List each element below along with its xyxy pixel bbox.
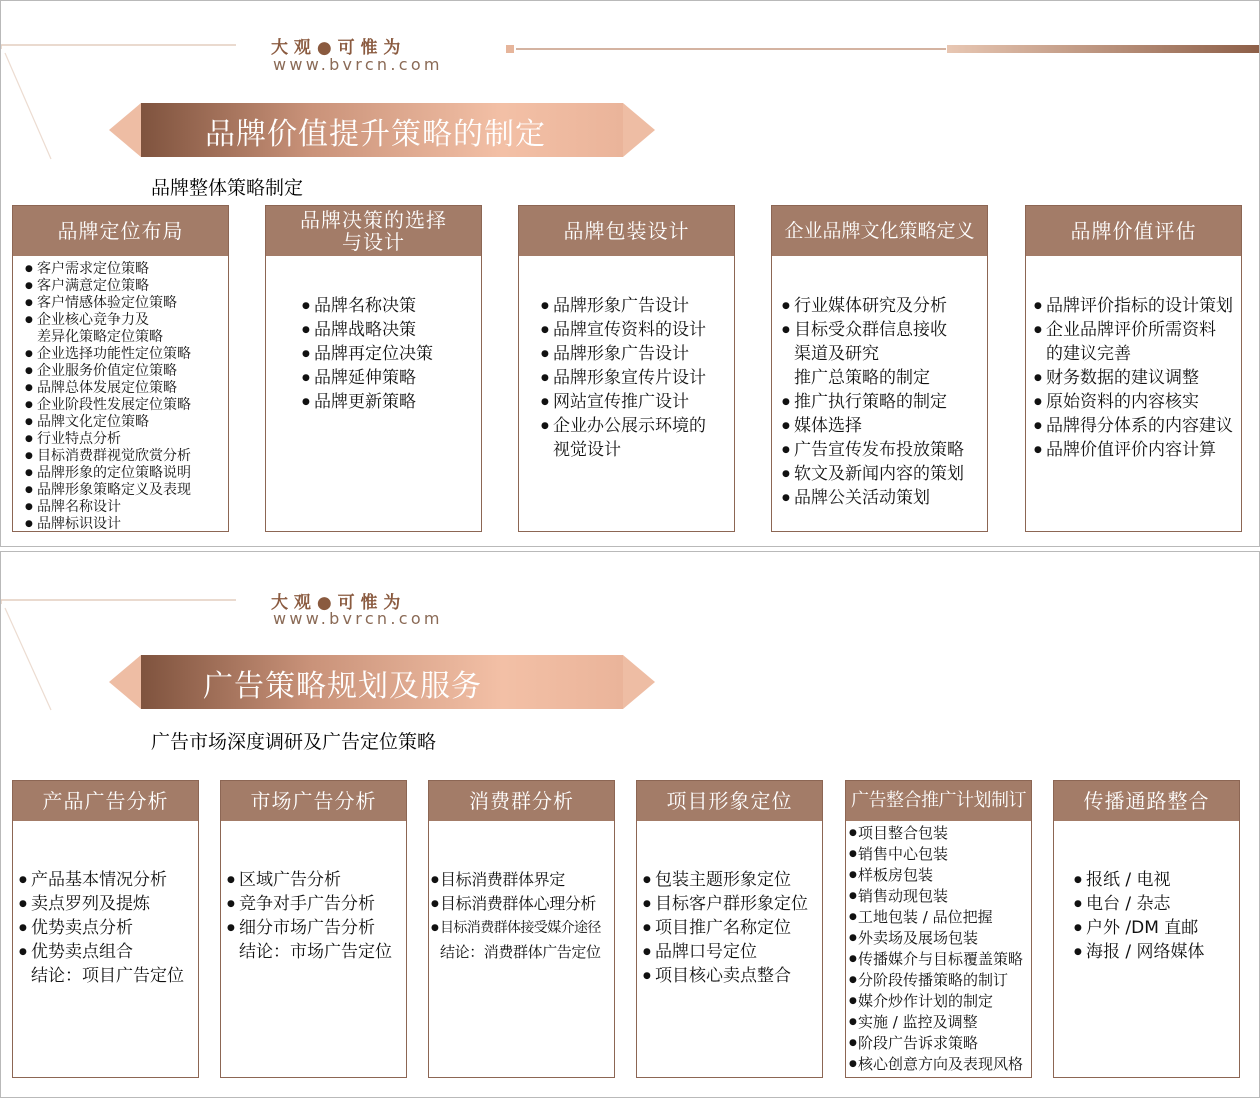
list-item: ● 包装主题形象定位 bbox=[643, 868, 808, 892]
card-title: 产品广告分析 bbox=[13, 781, 198, 821]
card-consumer bbox=[428, 780, 615, 1078]
card-title: 品牌包装设计 bbox=[519, 206, 734, 256]
card-product-ad bbox=[12, 780, 199, 1078]
title-banner bbox=[109, 653, 657, 711]
list-item: ● 品牌战略决策 bbox=[302, 318, 433, 342]
conclusion-text: 结论：项目广告定位 bbox=[31, 966, 184, 986]
list-item: ● 媒介炒作计划的制定 bbox=[849, 991, 1023, 1012]
list-item: ● 品牌再定位决策 bbox=[302, 342, 433, 366]
card-list bbox=[643, 868, 808, 988]
list-item: ● 品牌更新策略 bbox=[302, 390, 433, 414]
list-item: ● 品牌名称设计 bbox=[25, 499, 191, 516]
list-item: ● 企业服务价值定位策略 bbox=[25, 363, 191, 380]
list-item: ● 品牌标识设计 bbox=[25, 516, 191, 533]
list-item: ● 销售中心包装 bbox=[849, 844, 1023, 865]
list-item: ● 网站宣传推广设计 bbox=[541, 390, 706, 414]
card-title: 品牌定位布局 bbox=[13, 206, 228, 256]
list-item: ● 品牌形象广告设计 bbox=[541, 342, 706, 366]
card-title: 品牌价值评估 bbox=[1026, 206, 1241, 256]
list-item: ● 广告宣传发布投放策略 bbox=[782, 438, 964, 462]
slide-brand-value bbox=[0, 0, 1260, 547]
conclusion-text: 结论：市场广告定位 bbox=[239, 942, 392, 962]
title-banner bbox=[109, 101, 657, 159]
list-item: ● 卖点罗列及提炼 bbox=[19, 892, 184, 916]
list-item: ● 项目整合包装 bbox=[849, 823, 1023, 844]
list-item: ● 品牌口号定位 bbox=[643, 940, 808, 964]
list-item: ● 区域广告分析 bbox=[227, 868, 392, 892]
list-item: ● 外卖场及展场包装 bbox=[849, 928, 1023, 949]
list-item: ● 产品基本情况分析 bbox=[19, 868, 184, 892]
conclusion-text: 结论：消费群体广告定位 bbox=[440, 943, 601, 961]
section-subtitle: 广告市场深度调研及广告定位策略 bbox=[151, 731, 437, 753]
card-list bbox=[431, 868, 601, 964]
card-project-image bbox=[636, 780, 823, 1078]
list-item: ● 工地包装 / 品位把握 bbox=[849, 907, 1023, 928]
section-subtitle: 品牌整体策略制定 bbox=[151, 177, 304, 199]
list-item: ● 核心创意方向及表现风格 bbox=[849, 1054, 1023, 1075]
list-item: ● 目标客户群形象定位 bbox=[643, 892, 808, 916]
card-title: 企业品牌文化策略定义 bbox=[772, 206, 987, 256]
list-item: ● 实施 / 监控及调整 bbox=[849, 1012, 1023, 1033]
card-channel-integration bbox=[1053, 780, 1240, 1078]
card-list bbox=[25, 261, 191, 533]
card-list bbox=[782, 294, 964, 510]
list-item: ● 财务数据的建议调整 bbox=[1034, 366, 1233, 390]
list-item: ● 品牌文化定位策略 bbox=[25, 414, 191, 431]
list-item: ● 品牌形象宣传片设计 bbox=[541, 366, 706, 390]
card-list bbox=[849, 823, 1023, 1075]
card-list bbox=[19, 868, 184, 988]
list-item: ● 品牌形象策略定义及表现 bbox=[25, 482, 191, 499]
card-list bbox=[302, 294, 433, 414]
card-title: 传播通路整合 bbox=[1054, 781, 1239, 821]
card-brand-positioning bbox=[12, 205, 229, 532]
list-item: ● 品牌价值评价内容计算 bbox=[1034, 438, 1233, 462]
list-item: ● 细分市场广告分析 bbox=[227, 916, 392, 940]
list-item: ● 行业特点分析 bbox=[25, 431, 191, 448]
card-list bbox=[541, 294, 706, 462]
list-item: ● 品牌名称决策 bbox=[302, 294, 433, 318]
card-brand-culture bbox=[771, 205, 988, 532]
list-item: ● 分阶段传播策略的制订 bbox=[849, 970, 1023, 991]
list-item: ● 品牌评价指标的设计策划 bbox=[1034, 294, 1233, 318]
list-item: ● 竞争对手广告分析 bbox=[227, 892, 392, 916]
list-item: ● 企业核心竞争力及 差异化策略定位策略 bbox=[25, 312, 191, 346]
card-title: 消费群分析 bbox=[429, 781, 614, 821]
list-item: ● 户外 /DM 直邮 bbox=[1074, 916, 1205, 940]
page-title: 品牌价值提升策略的制定 bbox=[205, 117, 546, 152]
list-item: ● 项目推广名称定位 bbox=[643, 916, 808, 940]
card-brand-packaging bbox=[518, 205, 735, 532]
list-item: ● 企业阶段性发展定位策略 bbox=[25, 397, 191, 414]
card-title: 项目形象定位 bbox=[637, 781, 822, 821]
card-integrated-promotion bbox=[845, 780, 1032, 1078]
list-item: ● 品牌得分体系的内容建议 bbox=[1034, 414, 1233, 438]
list-item: ● 推广执行策略的制定 bbox=[782, 390, 964, 414]
list-item: ● 销售动现包装 bbox=[849, 886, 1023, 907]
list-item: ● 客户情感体验定位策略 bbox=[25, 295, 191, 312]
list-item: ● 目标消费群体界定 bbox=[431, 868, 601, 892]
card-market-ad bbox=[220, 780, 407, 1078]
list-item: ● 样板房包装 bbox=[849, 865, 1023, 886]
slide-ad-strategy bbox=[0, 551, 1260, 1098]
list-item: ● 目标消费群体心理分析 bbox=[431, 892, 601, 916]
card-list bbox=[1034, 294, 1233, 462]
list-item: ● 原始资料的内容核实 bbox=[1034, 390, 1233, 414]
list-item: ● 报纸 / 电视 bbox=[1074, 868, 1205, 892]
brand-url: www.bvrcn.com bbox=[273, 55, 443, 74]
card-list bbox=[1074, 868, 1205, 964]
list-item: ● 客户满意定位策略 bbox=[25, 278, 191, 295]
list-item: ● 电台 / 杂志 bbox=[1074, 892, 1205, 916]
list-item: ● 目标消费群体接受媒介途径 bbox=[431, 916, 601, 940]
list-item: ● 媒体选择 bbox=[782, 414, 964, 438]
list-item: ● 品牌形象广告设计 bbox=[541, 294, 706, 318]
list-item: ● 企业品牌评价所需资料 的建议完善 bbox=[1034, 318, 1233, 366]
card-title: 广告整合推广计划制订 bbox=[846, 781, 1031, 821]
list-item: ● 阶段广告诉求策略 bbox=[849, 1033, 1023, 1054]
brand-url: www.bvrcn.com bbox=[273, 609, 443, 628]
list-item: ● 目标受众群信息接收 渠道及研究 推广总策略的制定 bbox=[782, 318, 964, 390]
card-title: 品牌决策的选择 与设计 bbox=[266, 206, 481, 256]
brand-name-cn: 大 观 ● 可 惟 为 bbox=[271, 593, 401, 613]
list-item: ● 目标消费群视觉欣赏分析 bbox=[25, 448, 191, 465]
list-item: ● 企业办公展示环境的 视觉设计 bbox=[541, 414, 706, 462]
card-title: 市场广告分析 bbox=[221, 781, 406, 821]
list-item: ● 行业媒体研究及分析 bbox=[782, 294, 964, 318]
list-item: ● 软文及新闻内容的策划 bbox=[782, 462, 964, 486]
list-item: ● 优势卖点分析 bbox=[19, 916, 184, 940]
list-item: ● 品牌宣传资料的设计 bbox=[541, 318, 706, 342]
card-brand-evaluation bbox=[1025, 205, 1242, 532]
list-item: ● 品牌总体发展定位策略 bbox=[25, 380, 191, 397]
list-item: ● 客户需求定位策略 bbox=[25, 261, 191, 278]
page-title: 广告策略规划及服务 bbox=[203, 669, 482, 704]
list-item: ● 海报 / 网络媒体 bbox=[1074, 940, 1205, 964]
list-item: ● 优势卖点组合 bbox=[19, 940, 184, 964]
list-item: ● 传播媒介与目标覆盖策略 bbox=[849, 949, 1023, 970]
list-item: ● 品牌延伸策略 bbox=[302, 366, 433, 390]
list-item: ● 企业选择功能性定位策略 bbox=[25, 346, 191, 363]
list-item: ● 品牌形象的定位策略说明 bbox=[25, 465, 191, 482]
brand-name-cn: 大 观 ● 可 惟 为 bbox=[271, 38, 401, 58]
list-item: ● 项目核心卖点整合 bbox=[643, 964, 808, 988]
list-item: ● 品牌公关活动策划 bbox=[782, 486, 964, 510]
card-list bbox=[227, 868, 392, 964]
card-brand-decision bbox=[265, 205, 482, 532]
